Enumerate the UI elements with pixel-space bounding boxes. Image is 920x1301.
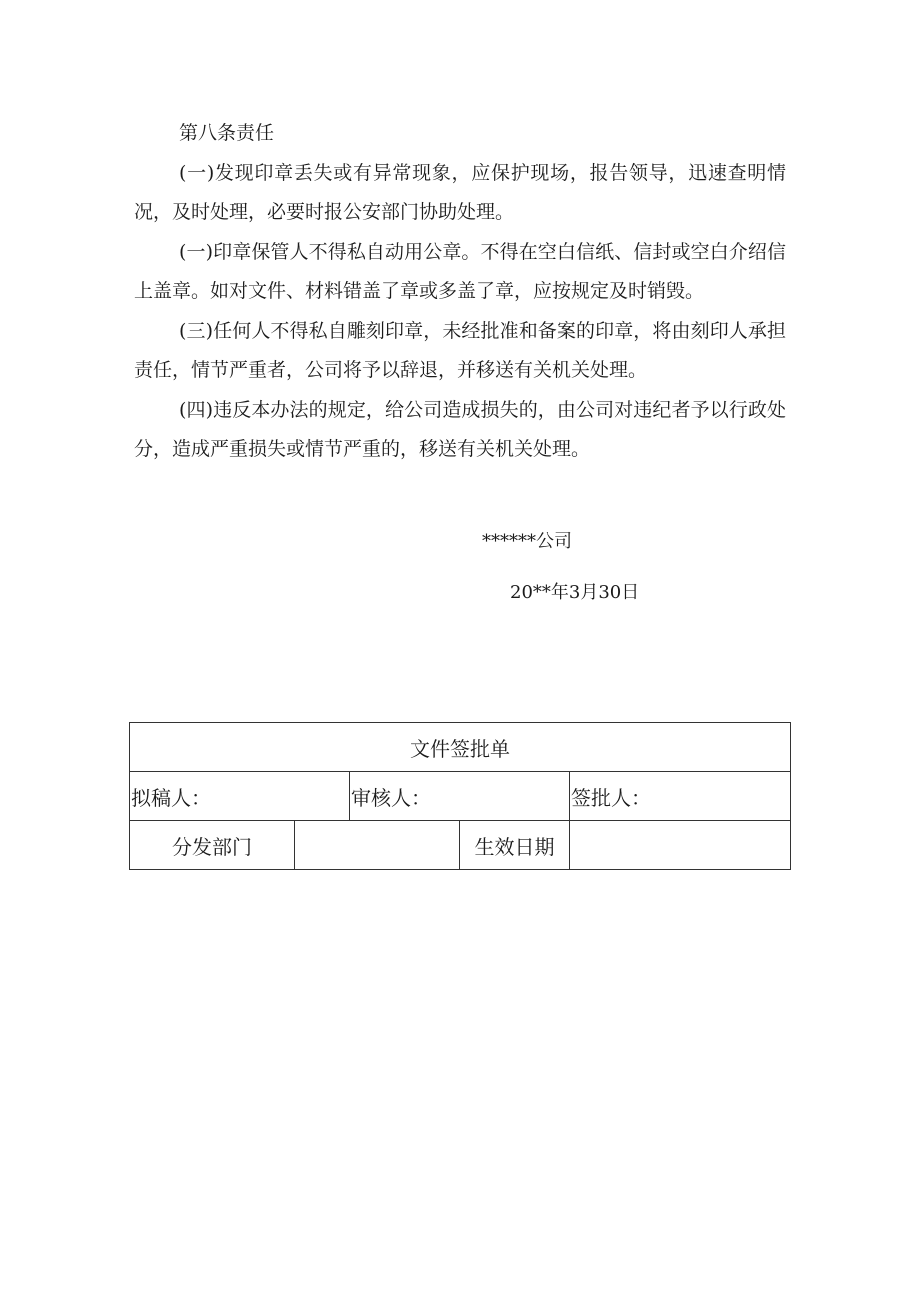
approval-form-title: 文件签批单 bbox=[130, 723, 791, 772]
signature-date: 20**年3月30日 bbox=[510, 582, 640, 603]
drafter-field[interactable]: 拟稿人： bbox=[130, 772, 350, 821]
effective-date-label: 生效日期 bbox=[460, 821, 570, 870]
article-heading: 第八条责任 bbox=[179, 122, 275, 144]
article-paragraph: (三)任何人不得私自雕刻印章，未经批准和备案的印章，将由刻印人承担责任，情节严重者，公司将予以辞退，并移送有关机关处理。 bbox=[134, 319, 786, 381]
approval-form-table bbox=[129, 722, 791, 870]
distribution-label: 分发部门 bbox=[130, 821, 295, 870]
approver-field[interactable]: 签批人： bbox=[570, 772, 791, 821]
article-paragraph: (一)发现印章丢失或有异常现象，应保护现场，报告领导，迅速查明情况，及时处理，必要时报公安部门协助处理。 bbox=[134, 161, 786, 223]
distribution-value-field[interactable] bbox=[295, 821, 460, 870]
approval-form-info-row bbox=[130, 821, 791, 870]
effective-date-value-field[interactable] bbox=[570, 821, 791, 870]
article-paragraph: (一)印章保管人不得私自动用公章。不得在空白信纸、信封或空白介绍信上盖章。如对文件、材料错盖了章或多盖了章，应按规定及时销毁。 bbox=[134, 240, 786, 302]
approval-form-sign-row bbox=[130, 772, 791, 821]
article-paragraph: (四)违反本办法的规定，给公司造成损失的，由公司对违纪者予以行政处分，造成严重损失或情节严重的，移送有关机关处理。 bbox=[134, 398, 786, 460]
approval-form-title-row bbox=[130, 723, 791, 772]
article-section bbox=[134, 114, 786, 470]
reviewer-field[interactable]: 审核人： bbox=[350, 772, 570, 821]
signature-company: ******公司 bbox=[482, 531, 572, 552]
